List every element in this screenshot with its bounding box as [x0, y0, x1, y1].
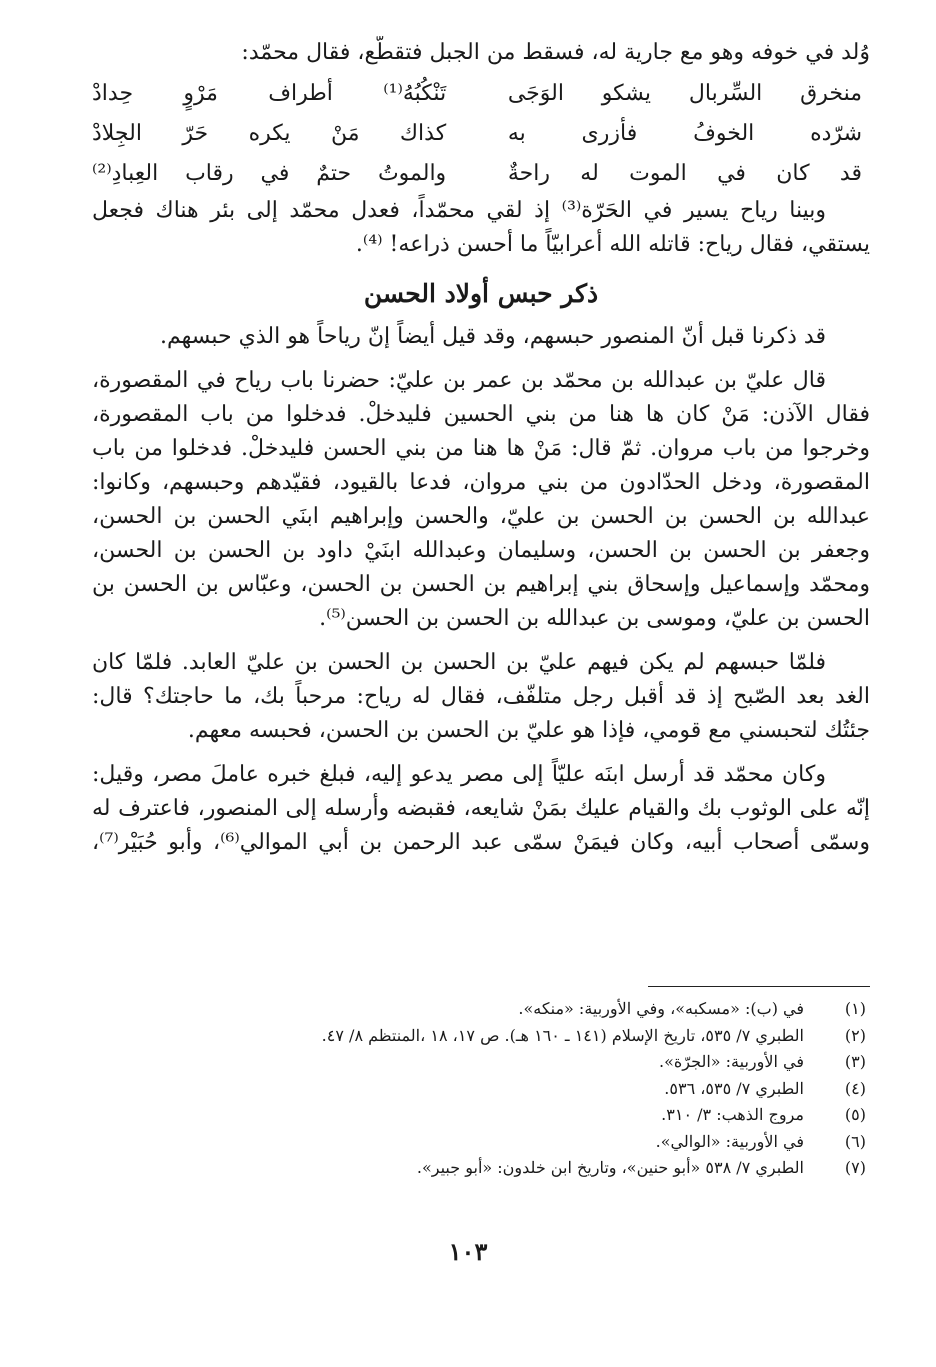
section-heading: ذكر حبس أولاد الحسن — [363, 279, 599, 308]
text-line: قال عليّ بن عبدالله بن محمّد بن عمر بن عليّ: حضرنا باب رياح في المقصورة، — [92, 368, 826, 393]
text-line: ومحمّد وإسماعيل وإسحاق بني إبراهيم بن الحسن بن الحسن، وعبّاس بن الحسن بن — [92, 572, 870, 597]
poem-verse — [92, 114, 870, 154]
text-line: وخرجوا من باب مروان. ثمّ قال: مَنْ ها هنا من بني الحسن فليدخلْ. فدخلوا من باب — [92, 436, 870, 461]
text-line: فلمّا حبسهم لم يكن فيهم عليّ بن الحسن بن الحسن بن عليّ العابد. فلمّا كان — [92, 650, 826, 675]
footnote — [92, 996, 866, 1023]
verse-hemistich-right: قد كان في الموت له راحةٌ — [507, 161, 862, 186]
text-line: يستقي، فقال رياح: قاتله الله أعرابيّاً ما أحسن ذراعه! ⁽⁴⁾. — [355, 232, 870, 257]
footnote-number: (٥) — [844, 1105, 866, 1124]
footnote-number: (٦) — [844, 1131, 866, 1151]
text-line: قد ذكرنا قبل أنّ المنصور حبسهم، وقد قيل أيضاً إنّ رياحاً هو الذي حبسهم. — [159, 324, 826, 349]
footnote-number: (٤) — [844, 1078, 866, 1098]
paragraph — [92, 758, 870, 860]
footnotes — [92, 996, 866, 1182]
poem-verse — [92, 154, 870, 194]
text-line: جئتُك لتحبسني مع قومي، فإذا هو عليّ بن الحسن بن الحسن، فحبسه معهم. — [187, 718, 870, 743]
paragraph — [92, 194, 870, 262]
text-line: المقصورة، ودخل الحدّادون من بني مروان، فدعا بالقيود، فقيّدهم وحبسهم، وكانوا: — [92, 470, 870, 495]
paragraph — [92, 320, 870, 354]
poem-verse — [92, 74, 870, 114]
footnote-text: الطبري ٧/ ٥٣٥، تاريخ الإسلام (١٤١ ـ ١٦٠ هـ). ص ١٧، ١٨ ،المنتظم ٨/ ٤٧. — [321, 1025, 804, 1045]
text-line: وجعفر بن الحسن بن الحسن، وسليمان وعبدالله ابنَيْ داود بن الحسن بن الحسن، — [92, 538, 870, 563]
paragraph — [92, 646, 870, 748]
text-line: وُلد في خوفه وهو مع جارية له، فسقط من الجبل فتقطّع، فقال محمّد: — [241, 40, 870, 65]
footnote — [92, 1076, 866, 1103]
footnote-text: في الأوربية: «الجرّة». — [659, 1052, 804, 1071]
footnote-text: في الأوربية: «الوالي». — [655, 1131, 804, 1151]
footnote — [92, 1023, 866, 1050]
text-line: الحسن بن عليّ، وموسى بن عبدالله بن الحسن بن الحسن⁽⁵⁾. — [319, 606, 870, 631]
footnote — [92, 1102, 866, 1129]
verse-hemistich-right: شرّده الخوفُ فأزرى به — [507, 121, 862, 146]
text-line: وسمّى أصحاب أبيه، وكان فيمَنْ سمّى عبد الرحمن بن أبي الموالي⁽⁶⁾، وأبو حُبَيْر⁽⁷⁾، — [92, 830, 870, 855]
verse-hemistich-left: تَنْكُبُهُ⁽¹⁾ أطراف مَرْوٍ حِدادْ — [92, 81, 447, 106]
paragraph — [92, 364, 870, 636]
footnote-number: (٧) — [844, 1158, 866, 1177]
text-line: الغد بعد الصّبح إذ قد أقبل رجل متلفّف، فقال له رياح: مرحباً بك، ما حاجتك؟ قال: — [92, 684, 870, 709]
page-body — [92, 36, 870, 860]
footnote-number: (٢) — [844, 1025, 866, 1045]
footnote-number: (٣) — [844, 1052, 866, 1071]
footnote-number: (١) — [844, 999, 866, 1018]
footnote-text: الطبري ٧/ ٥٣٥، ٥٣٦. — [664, 1078, 804, 1098]
footnote-text: في (ب): «مسكبه»، وفي الأوربية: «منكه». — [518, 999, 804, 1018]
footnote — [92, 1049, 866, 1076]
footnote — [92, 1129, 866, 1156]
footnote-separator — [648, 986, 870, 987]
poem — [92, 74, 870, 194]
verse-hemistich-left: والموتُ حتمٌ في رقاب العِبادِ⁽²⁾ — [92, 161, 447, 186]
page-number: ١٠٣ — [448, 1237, 488, 1266]
text-line: فقال الآذن: مَنْ كان ها هنا من بني الحسين فليدخلْ. فدخلوا من باب المقصورة، — [92, 402, 870, 427]
text-line: إنّه على الوثوب بك والقيام عليك بمَنْ شايعه، فقبضه وأرسله إلى المنصور، فاعترف له — [92, 796, 870, 821]
footnote-text: الطبري ٧/ ٥٣٨ «أبو حنين»، وتاريخ ابن خلدون: «أبو جبير». — [416, 1158, 804, 1177]
verse-hemistich-right: منخرق السِّربال يشكو الوَجَى — [507, 81, 862, 106]
footnote — [92, 1155, 866, 1182]
verse-hemistich-left: كذاك مَنْ يكره حَرّ الجِلادْ — [92, 121, 447, 146]
text-line: وكان محمّد قد أرسل ابنَه عليّاً إلى مصر يدعو إليه، فبلغ خبره عاملَ مصر، وقيل: — [92, 762, 826, 787]
text-line: وبينا رياح يسير في الحَرّة⁽³⁾ إذ لقي محمّداً، فعدل محمّد إلى بئر هناك فجعل — [92, 198, 826, 223]
footnote-text: مروج الذهب: ٣/ ٣١٠. — [661, 1105, 804, 1124]
text-line: عبدالله بن الحسن بن الحسن بن عليّ، والحسن وإبراهيم ابنَي الحسن بن الحسن، — [92, 504, 870, 529]
